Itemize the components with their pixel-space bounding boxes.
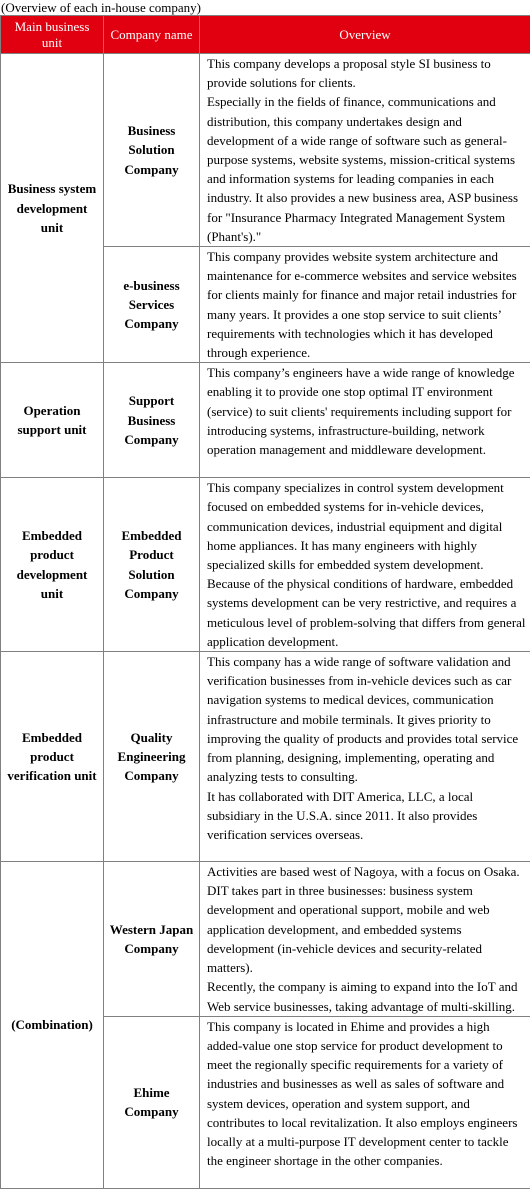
- overview-ehime: [200, 1016, 530, 1188]
- table-header-row: [1, 16, 530, 54]
- overview-embedded-product-solution: [200, 478, 530, 652]
- company-western-japan: Western Japan Company: [104, 862, 200, 1017]
- overview-paragraph: This company has a wide range of software validation and verification businesses from in-vehicle devices such as car navigation systems to medical devices, communication infrastructure and mobile terminals. It gives priority to improving the quality of products and provides total service from planning, designing, implementing, operating and analyzing tests to consulting.: [207, 652, 527, 786]
- header-main-business-unit: Main business unit: [1, 16, 104, 54]
- overview-paragraph: This company’s engineers have a wide range of knowledge enabling it to provide one stop optimal IT environment (service) to suit clients' requirements including support for introducing systems, infrastructure-building, network operation management and middleware development.: [207, 363, 527, 459]
- unit-embedded-product-development: Embedded product development unit: [1, 478, 104, 652]
- overview-paragraph: This company specializes in control system development focused on embedded systems for in-vehicle devices, communication devices, industrial equipment and digital home appliances. It has many engineers with highly specialized skills for embedded system development.: [207, 478, 527, 574]
- overview-paragraph: It has collaborated with DIT America, LLC, a local subsidiary in the U.S.A. since 2011. It also provides verification services overseas.: [207, 787, 527, 845]
- table-caption: (Overview of each in-house company): [0, 0, 530, 15]
- company-support-business: Support Business Company: [104, 363, 200, 478]
- company-ehime: Ehime Company: [104, 1016, 200, 1188]
- overview-quality-engineering: [200, 652, 530, 862]
- company-embedded-product-solution: Embedded Product Solution Company: [104, 478, 200, 652]
- overview-paragraph: Activities are based west of Nagoya, with a focus on Osaka. DIT takes part in three businesses: business system development and operational support, mobile and web application development, and embedded systems development (in-vehicle devices and security-related matters).: [207, 862, 527, 977]
- table-row: [1, 363, 530, 478]
- overview-paragraph: Recently, the company is aiming to expand into the IoT and Web service businesses, taking advantage of multi-skilling.: [207, 977, 527, 1015]
- overview-paragraph: Especially in the fields of finance, communications and distribution, this company undertakes design and development of a wide range of software such as general-purpose systems, website systems, mission-critical systems and information systems for leading companies in each industry. It also provides a new business area, ASP business for "Insurance Pharmacy Integrated Management System (Phant's).": [207, 92, 527, 246]
- unit-operation-support: Operation support unit: [1, 363, 104, 478]
- overview-paragraph: This company is located in Ehime and provides a high added-value one stop service for product development to meet the regionally specific requirements for a variety of industries and businesses as well as sales of software and system devices, operation and system support, and contributes to local revitalization. It also employs engineers locally at a multi-purpose IT development center to tackle the engineer shortage in the other companies.: [207, 1017, 527, 1171]
- header-overview: Overview: [200, 16, 530, 54]
- unit-embedded-product-verification: Embedded product verification unit: [1, 652, 104, 862]
- table-row: [1, 862, 530, 1017]
- company-quality-engineering: Quality Engineering Company: [104, 652, 200, 862]
- table-row: [1, 652, 530, 862]
- table-row: [1, 478, 530, 652]
- in-house-company-table: [0, 15, 530, 1189]
- company-e-business-services: e-business Services Company: [104, 247, 200, 363]
- overview-support-business: [200, 363, 530, 478]
- unit-business-system-development: Business system development unit: [1, 54, 104, 363]
- overview-paragraph: Because of the physical conditions of hardware, embedded systems development can be very restrictive, and requires a meticulous level of problem-solving that differs from general application development.: [207, 574, 527, 651]
- overview-paragraph: This company develops a proposal style SI business to provide solutions for clients.: [207, 54, 527, 92]
- overview-e-business-services: [200, 247, 530, 363]
- overview-paragraph: This company provides website system architecture and maintenance for e-commerce websites and service websites for clients mainly for finance and major retail industries for many years. It provides a one stop service to suit clients’ requirements with technologies which it has developed through experience.: [207, 247, 527, 362]
- table-row: [1, 54, 530, 247]
- unit-combination: (Combination): [1, 862, 104, 1189]
- company-business-solution: Business Solution Company: [104, 54, 200, 247]
- header-company-name: Company name: [104, 16, 200, 54]
- overview-western-japan: [200, 862, 530, 1017]
- overview-business-solution: [200, 54, 530, 247]
